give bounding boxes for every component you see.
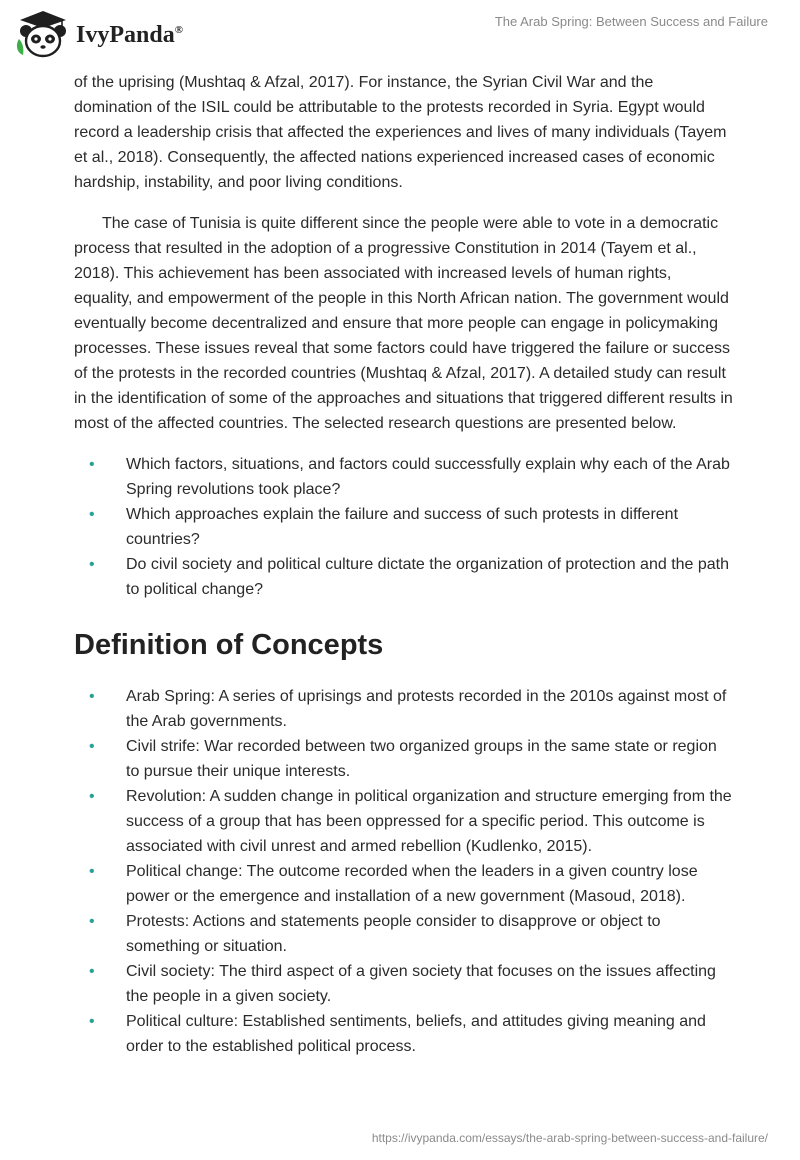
bullet-icon: • bbox=[89, 556, 95, 573]
section-heading: Definition of Concepts bbox=[74, 629, 384, 661]
bullet-icon: • bbox=[89, 863, 95, 880]
list-item bbox=[74, 784, 734, 859]
list-item bbox=[74, 859, 734, 909]
bullet-icon: • bbox=[89, 688, 95, 705]
source-url[interactable]: https://ivypanda.com/essays/the-arab-spring-between-success-and-failure/ bbox=[371, 1131, 768, 1145]
bullet-icon: • bbox=[89, 1013, 95, 1030]
list-item-text: Civil strife: War recorded between two organized groups in the same state or region to pursue their unique interests. bbox=[126, 738, 717, 780]
list-item-text: Do civil society and political culture dictate the organization of protection and the path to political change? bbox=[126, 556, 730, 598]
list-item-text: Revolution: A sudden change in political organization and structure emerging from the success of a group that has been oppressed for a specific period. This outcome is associated with civil unrest and armed rebellion (Kudlenko, 2015). bbox=[126, 788, 732, 855]
bullet-icon: • bbox=[89, 913, 95, 930]
bullet-icon: • bbox=[89, 738, 95, 755]
ivypanda-logo[interactable] bbox=[14, 8, 194, 60]
list-item-text: Which approaches explain the failure and success of such protests in different countries? bbox=[126, 506, 679, 548]
bullet-icon: • bbox=[89, 963, 95, 980]
list-item-text: Which factors, situations, and factors could successfully explain why each of the Arab Spring revolutions took place? bbox=[126, 456, 730, 498]
list-item bbox=[74, 552, 734, 602]
bullet-icon: • bbox=[89, 788, 95, 805]
essay-body bbox=[74, 70, 734, 1079]
paragraph: The case of Tunisia is quite different since the people were able to vote in a democratic process that resulted in the adoption of a progressive Constitution in 2014 (Tayem et al., 2018). This achievement has been associated with increased levels of human rights, equality, and empowerment of the people in this North African nation. The government would eventually become decentralized and ensure that more people can engage in policymaking processes. These issues reveal that some factors could have triggered the failure or success of the protests in the recorded countries (Mushtaq & Afzal, 2017). A detailed study can result in the identification of some of the approaches and situations that triggered different results in most of the affected countries. The selected research questions are presented below. bbox=[74, 215, 733, 432]
bullet-icon: • bbox=[89, 456, 95, 473]
research-questions-list bbox=[74, 452, 734, 602]
list-item-text: Political culture: Established sentiments, beliefs, and attitudes giving meaning and order to the established political process. bbox=[126, 1013, 706, 1055]
list-item-text: Protests: Actions and statements people consider to disapprove or object to something or situation. bbox=[126, 913, 661, 955]
list-item-text: Civil society: The third aspect of a given society that focuses on the issues affecting the people in a given society. bbox=[126, 963, 716, 1005]
list-item bbox=[74, 734, 734, 784]
panda-icon bbox=[14, 9, 72, 59]
list-item bbox=[74, 452, 734, 502]
list-item bbox=[74, 684, 734, 734]
list-item bbox=[74, 1009, 734, 1059]
list-item-text: Political change: The outcome recorded when the leaders in a given country lose power or the emergence and installation of a new government (Masoud, 2018). bbox=[126, 863, 698, 905]
brand-name: IvyPanda® bbox=[76, 21, 183, 48]
list-item bbox=[74, 909, 734, 959]
paragraph: of the uprising (Mushtaq & Afzal, 2017). For instance, the Syrian Civil War and the domination of the ISIL could be attributable to the protests recorded in Syria. Egypt would record a leadership crisis that affected the experiences and lives of many individuals (Tayem et al., 2018). Consequently, the affected nations experienced increased cases of economic hardship, instability, and poor living conditions. bbox=[74, 74, 727, 191]
concepts-list bbox=[74, 684, 734, 1059]
list-item bbox=[74, 959, 734, 1009]
bullet-icon: • bbox=[89, 506, 95, 523]
page-header bbox=[0, 0, 800, 70]
list-item bbox=[74, 502, 734, 552]
list-item-text: Arab Spring: A series of uprisings and protests recorded in the 2010s against most of the Arab governments. bbox=[126, 688, 727, 730]
document-title: The Arab Spring: Between Success and Failure bbox=[494, 14, 768, 29]
